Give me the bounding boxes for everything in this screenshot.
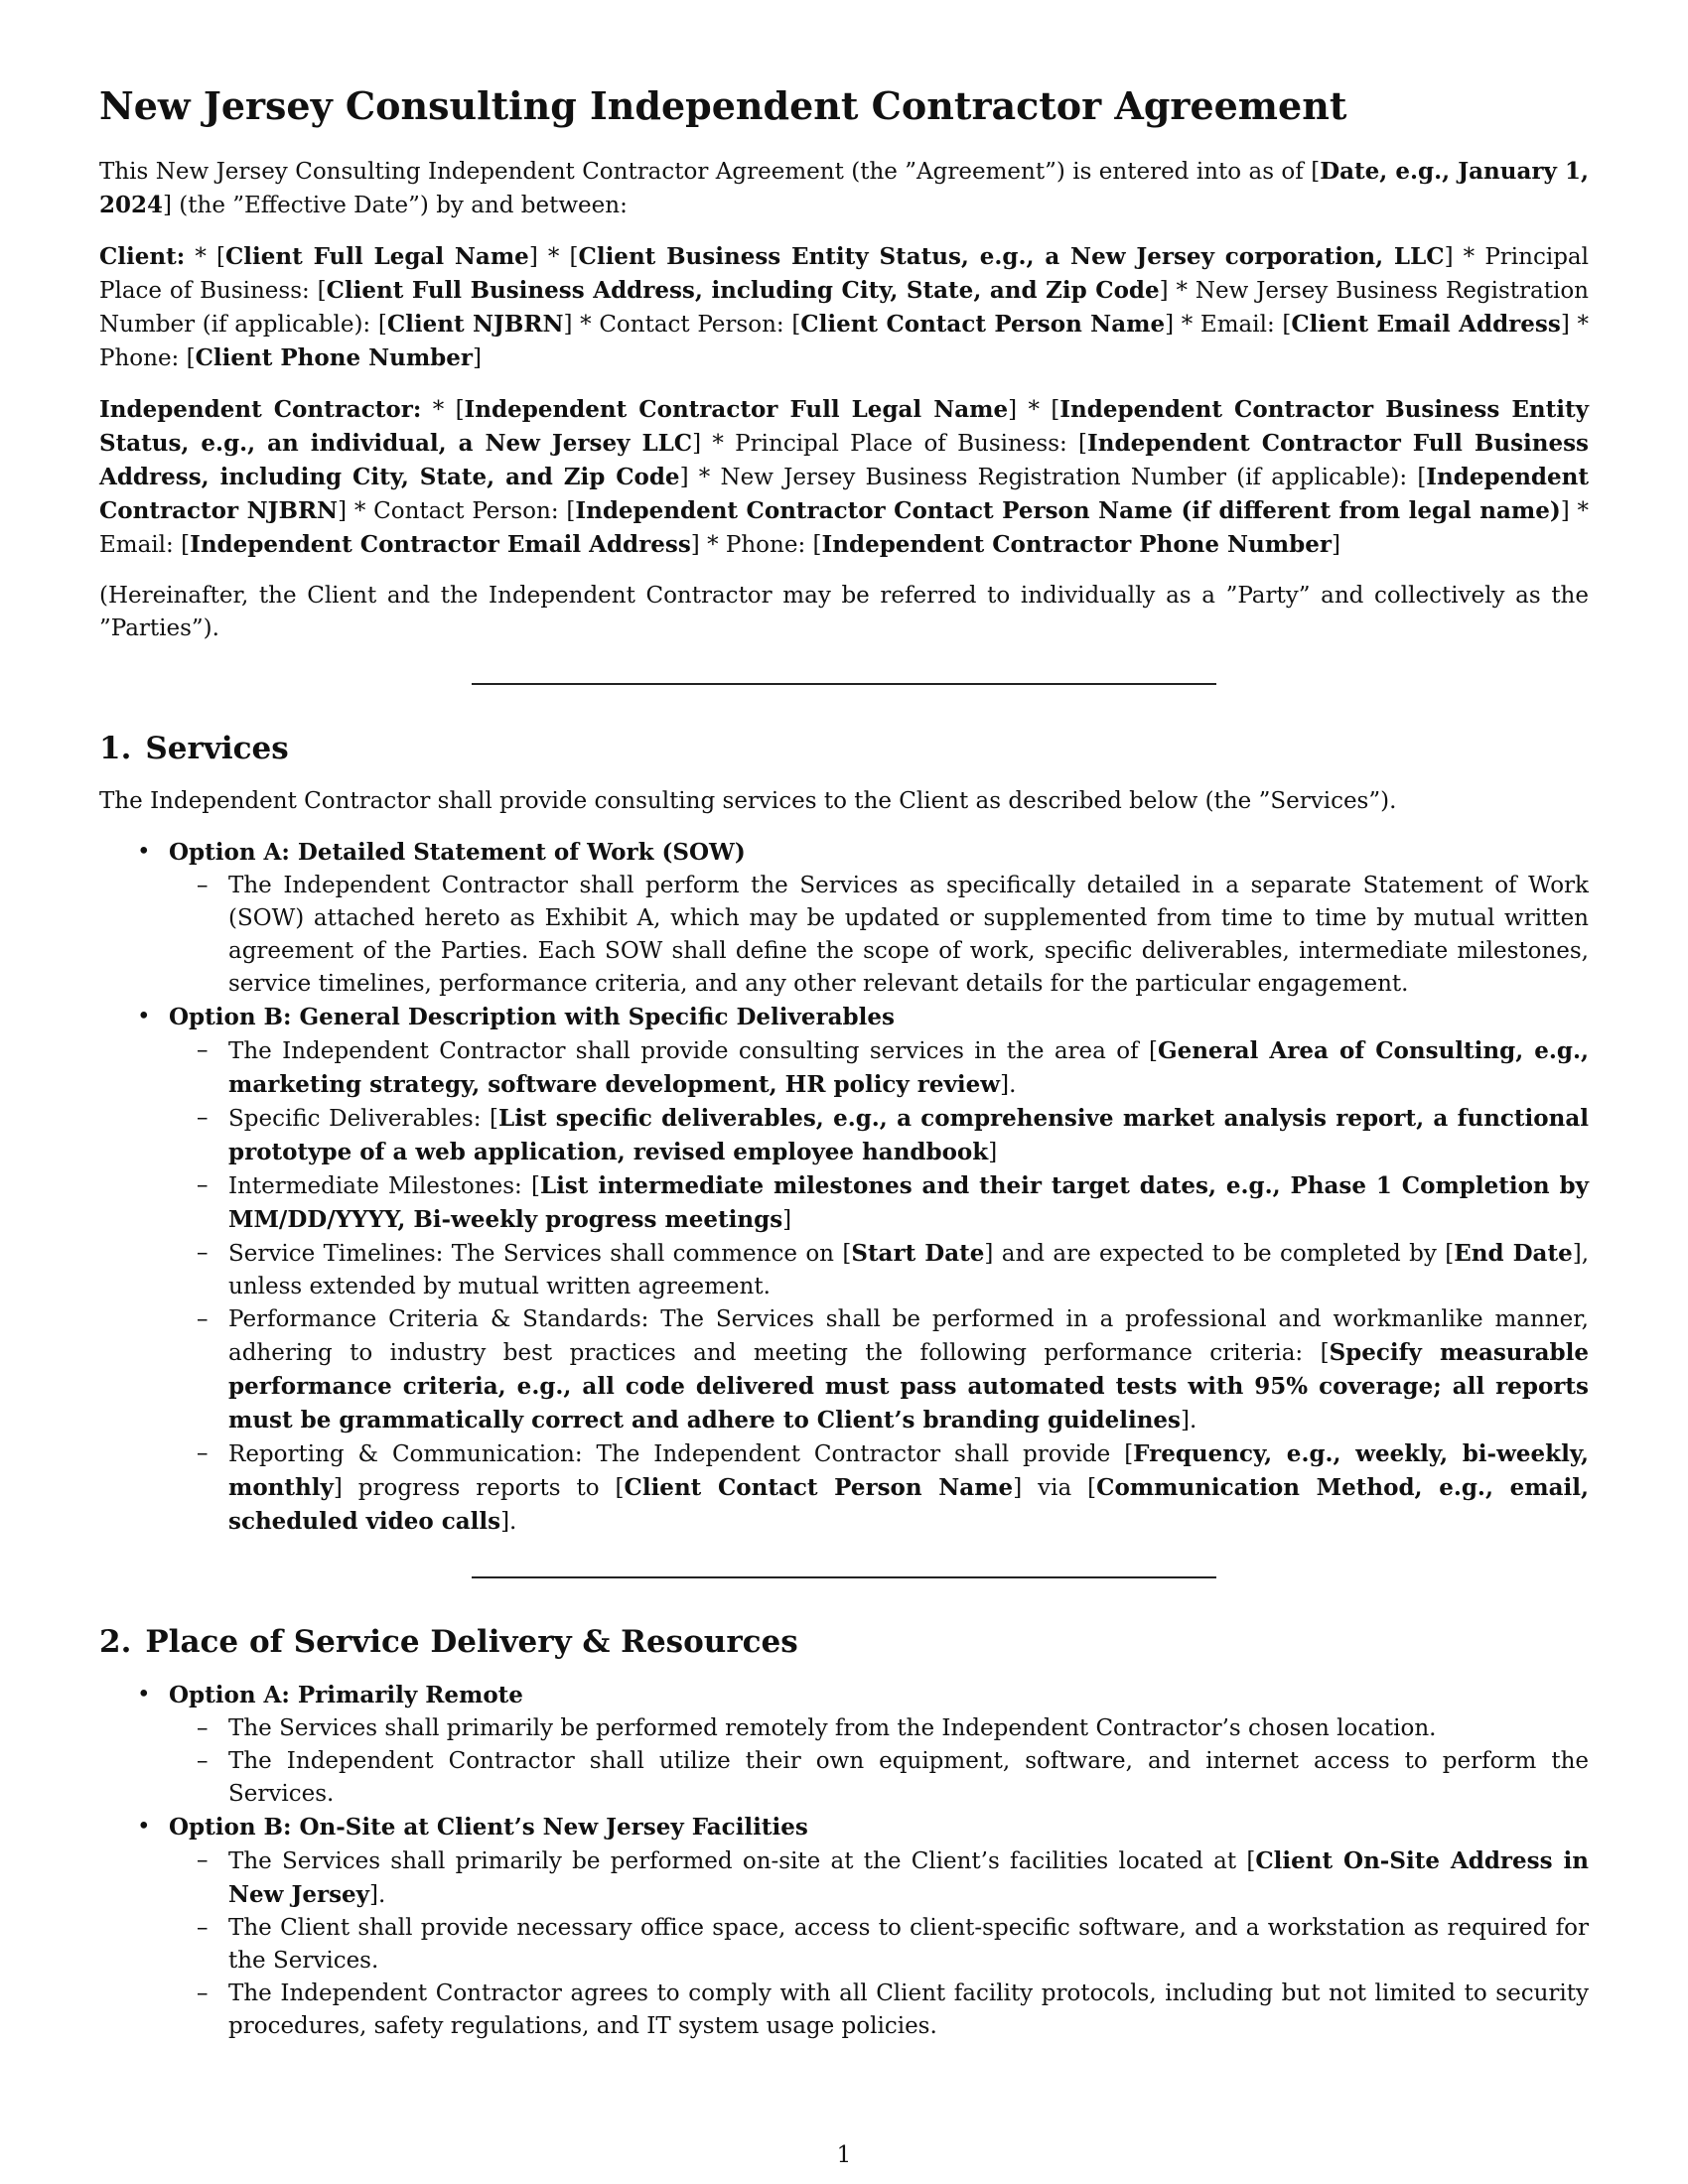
dash-icon: – (197, 1171, 209, 1198)
text-run: ] * [ (1008, 396, 1060, 423)
option-item (99, 1811, 1589, 2043)
option-item (99, 1001, 1589, 1539)
placeholder-field: Client Phone Number (195, 343, 473, 371)
document-title: New Jersey Consulting Independent Contractor Agreement (99, 83, 1347, 128)
placeholder-field: Independent Contractor Business Entity Status, e.g., an individual, a New Jersey LLC (99, 395, 1589, 457)
bullet-icon: • (137, 1681, 151, 1707)
placeholder-field: List specific deliverables, e.g., a comprehensive market analysis report, a functional prototype of a web application, revised employee handbook (228, 1104, 1589, 1165)
placeholder-field: Date, e.g., January 1, 2024 (99, 157, 1590, 218)
dash-icon: – (197, 1439, 209, 1466)
dash-icon: – (197, 1979, 209, 2006)
text-run: ] (the ”Effective Date”) by and between: (163, 192, 628, 218)
option-details-list (169, 870, 1589, 1001)
text-run: Performance Criteria & Standards: The Services shall be performed in a professional and workmanlike manner, adhering to industry best practices and meeting the following performance criteria: [ (228, 1305, 1589, 1366)
text-run: The Client shall provide necessary office space, access to client-specific software, and a workstation as required for the Services. (228, 1914, 1589, 1974)
text-run: (Hereinafter, the Client and the Independent Contractor may be referred to individually as a ”Party” and collectively as the ”Parties”). (99, 582, 1589, 641)
option-title: Option A: Detailed Statement of Work (SOW) (169, 838, 746, 866)
placeholder-field: End Date (1454, 1239, 1573, 1267)
dash-icon: – (197, 872, 209, 898)
placeholder-field: General Area of Consulting, e.g., marketing strategy, software development, HR policy review (228, 1036, 1589, 1098)
placeholder-field: Client Business Entity Status, e.g., a New Jersey corporation, LLC (578, 242, 1445, 270)
options-list (99, 1679, 1589, 2043)
option-title: Option A: Primarily Remote (169, 1681, 523, 1708)
placeholder-field: Independent Contractor Contact Person Name (if different from legal name) (575, 496, 1561, 524)
dash-icon: – (197, 1036, 209, 1063)
detail-item (169, 1102, 1589, 1169)
bullet-icon: • (137, 1003, 151, 1029)
intro-paragraph (99, 155, 1589, 222)
placeholder-field: Client: (99, 242, 186, 270)
bullet-icon: • (137, 838, 151, 865)
option-item (99, 836, 1589, 1001)
detail-item (169, 1237, 1589, 1303)
placeholder-field: Independent Contractor Phone Number (821, 530, 1332, 558)
dash-icon: – (197, 1846, 209, 1873)
text-run: ] * Contact Person: [ (338, 497, 576, 524)
text-run: ] (782, 1206, 792, 1233)
dash-icon: – (197, 1747, 209, 1774)
text-run: * [ (185, 243, 225, 270)
detail-item (169, 1034, 1589, 1102)
bullet-icon: • (137, 1813, 151, 1840)
text-run: ] * [ (528, 243, 579, 270)
text-run: ], unless extended by mutual written agreement. (228, 1240, 1590, 1299)
detail-item (169, 870, 1589, 1001)
text-run: ] via [ (1013, 1474, 1097, 1501)
client-details (99, 240, 1589, 375)
text-run: ]. (369, 1881, 386, 1908)
detail-item (169, 1844, 1589, 1912)
text-run: Specific Deliverables: [ (228, 1105, 499, 1132)
text-run: The Services shall primarily be performed remotely from the Independent Contractor’s chosen location. (228, 1714, 1437, 1741)
text-run: Reporting & Communication: The Independent Contractor shall provide [ (228, 1440, 1134, 1467)
section-heading (99, 1624, 1589, 1661)
text-run: ] * New Jersey Business Registration Number (if applicable): [ (679, 464, 1427, 490)
placeholder-field: Independent Contractor Full Legal Name (464, 395, 1009, 423)
option-details-list (169, 1712, 1589, 1811)
text-run: ] progress reports to [ (333, 1474, 625, 1501)
text-run: ] * Principal Place of Business: [ (99, 243, 1589, 304)
text-run: The Independent Contractor shall utilize their own equipment, software, and internet access to perform the Services. (228, 1747, 1589, 1807)
text-run: ] (473, 344, 482, 371)
text-run: The Services shall primarily be performed on-site at the Client’s facilities located at [ (228, 1847, 1256, 1874)
option-details-list (169, 1844, 1589, 2043)
text-run: The Independent Contractor shall provide consulting services to the Client as described below (the ”Services”). (99, 787, 1397, 814)
detail-item (169, 1437, 1589, 1539)
section-divider (472, 683, 1216, 685)
options-list (99, 836, 1589, 1539)
placeholder-field: Client Full Legal Name (225, 242, 529, 270)
section-intro (99, 785, 1589, 818)
detail-item (169, 1169, 1589, 1237)
sections-container (99, 683, 1589, 2043)
option-item (99, 1679, 1589, 1811)
placeholder-field: Client Email Address (1291, 310, 1561, 338)
option-title: Option B: On-Site at Client’s New Jersey Facilities (169, 1813, 808, 1841)
placeholder-field: Client Full Business Address, including City, State, and Zip Code (326, 276, 1160, 304)
option-details-list (169, 1034, 1589, 1539)
placeholder-field: List intermediate milestones and their target dates, e.g., Phase 1 Completion by MM/DD/YYYY, Bi-weekly progress meetings (228, 1171, 1590, 1233)
placeholder-field: Specify measurable performance criteria, e.g., all code delivered must pass automated tests with 95% coverage; all reports must be grammatically correct and adhere to Client’s branding guidelines (228, 1338, 1590, 1433)
placeholder-field: Client Contact Person Name (624, 1473, 1014, 1501)
text-run: ] * Contact Person: [ (563, 311, 801, 338)
text-run: Intermediate Milestones: [ (228, 1172, 540, 1199)
page-number: 1 (836, 2142, 852, 2168)
text-run: ]. (1000, 1071, 1017, 1098)
text-run: This New Jersey Consulting Independent Contractor Agreement (the ”Agreement”) is entered into as of [ (99, 158, 1321, 185)
placeholder-field: Communication Method, e.g., email, scheduled video calls (228, 1473, 1589, 1535)
text-run: * [ (421, 396, 465, 423)
dash-icon: – (197, 1104, 209, 1131)
placeholder-field: Client On-Site Address in New Jersey (228, 1846, 1589, 1908)
text-run: ] * New Jersey Business Registration Number (if applicable): [ (99, 277, 1589, 338)
text-run: The Independent Contractor agrees to comply with all Client facility protocols, including but not limited to security procedures, safety regulations, and IT system usage policies. (228, 1979, 1589, 2039)
text-run: ] * Email: [ (99, 497, 1589, 558)
text-run: Service Timelines: The Services shall commence on [ (228, 1240, 852, 1267)
option-title: Option B: General Description with Specific Deliverables (169, 1003, 895, 1030)
placeholder-field: Start Date (851, 1239, 985, 1267)
dash-icon: – (197, 1239, 209, 1266)
placeholder-field: Independent Contractor: (99, 395, 422, 423)
text-run: ] * Phone: [ (690, 531, 822, 558)
placeholder-field: Independent Contractor Full Business Address, including City, State, and Zip Code (99, 429, 1590, 490)
dash-icon: – (197, 1714, 209, 1741)
placeholder-field: Client NJBRN (386, 310, 564, 338)
placeholder-field: Independent Contractor Email Address (190, 530, 691, 558)
dash-icon: – (197, 1305, 209, 1332)
placeholder-field: Client Contact Person Name (800, 310, 1166, 338)
text-run: ]. (1181, 1407, 1197, 1433)
section-number: 1. (99, 730, 132, 766)
section-divider (472, 1576, 1216, 1578)
text-run: ] (988, 1139, 998, 1165)
detail-item (169, 1912, 1589, 1978)
text-run: ] (1331, 531, 1340, 558)
contractor-details (99, 393, 1589, 562)
section-title: Place of Service Delivery & Resources (145, 1623, 798, 1660)
placeholder-field: Independent Contractor NJBRN (99, 463, 1589, 524)
section-number: 2. (99, 1623, 132, 1660)
detail-item (169, 1712, 1589, 1745)
section-title: Services (145, 730, 289, 766)
detail-item (169, 1978, 1589, 2043)
section-heading (99, 731, 1589, 767)
text-run: ] and are expected to be completed by [ (984, 1240, 1455, 1267)
text-run: ] * Principal Place of Business: [ (692, 430, 1088, 457)
text-run: The Independent Contractor shall perform the Services as specifically detailed in a separate Statement of Work (SOW) attached hereto as Exhibit A, which may be updated or supplemented from time to time by mutual written agreement of the Parties. Each SOW shall define the scope of work, specific deliverables, intermediate milestones, service timelines, performance criteria, and any other relevant details for the particular engagement. (228, 872, 1589, 997)
placeholder-field: Frequency, e.g., weekly, bi-weekly, monthly (228, 1439, 1589, 1501)
dash-icon: – (197, 1914, 209, 1941)
detail-item (169, 1303, 1589, 1437)
detail-item (169, 1745, 1589, 1811)
text-run: ] * Phone: [ (99, 311, 1589, 371)
text-run: ] * Email: [ (1165, 311, 1292, 338)
text-run: ]. (500, 1508, 517, 1535)
text-run: The Independent Contractor shall provide consulting services in the area of [ (228, 1037, 1158, 1064)
hereinafter-paragraph (99, 580, 1589, 645)
document-page (99, 83, 1589, 2051)
